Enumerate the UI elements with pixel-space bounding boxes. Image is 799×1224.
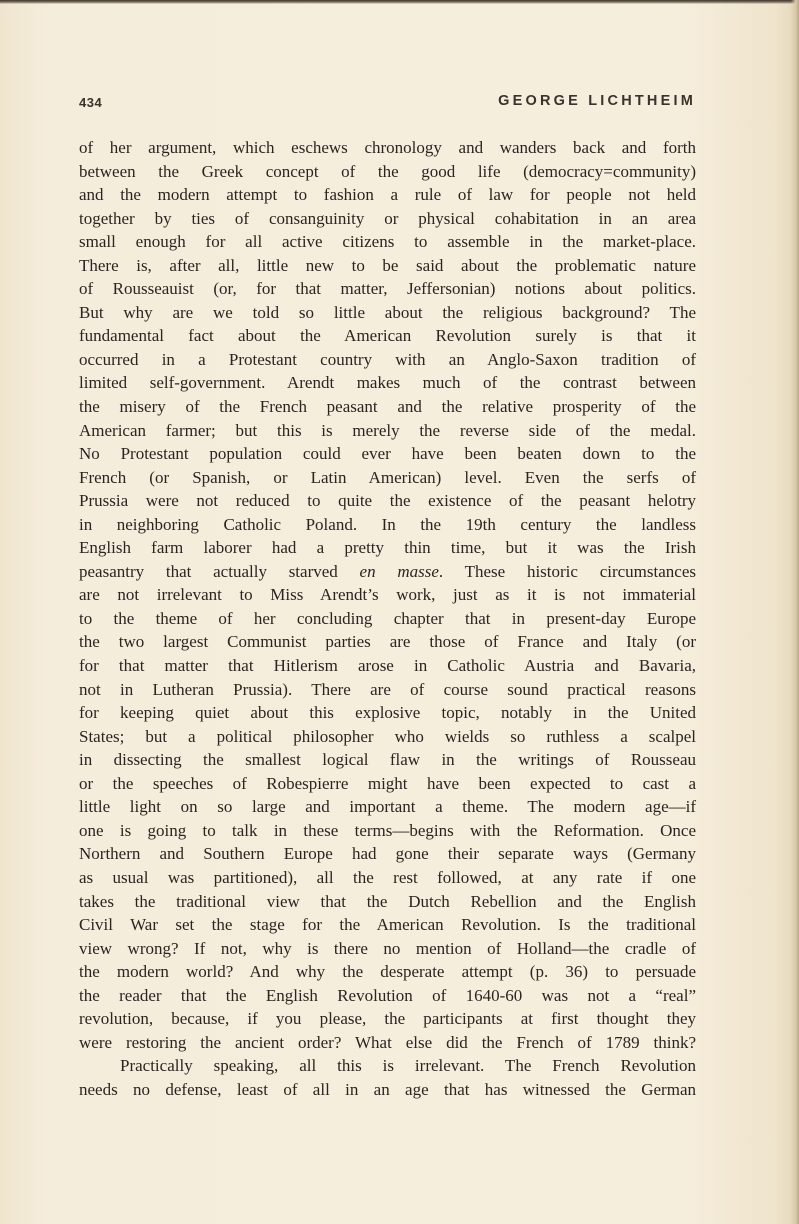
page-header xyxy=(79,93,696,115)
text-line: view wrong? If not, why is there no mention of Holland—the cradle of xyxy=(79,938,696,958)
text-line: or the speeches of Robespierre might have been expected to cast a xyxy=(79,773,696,793)
text-line: of her argument, which eschews chronology and wanders back and forth xyxy=(79,138,696,157)
text-line: one is going to talk in these terms—begins with the Reformation. Once xyxy=(79,820,696,840)
text-line: revolution, because, if you please, the participants at first thought they xyxy=(79,1009,696,1029)
text-line: French (or Spanish, or Latin American) level. Even the serfs of xyxy=(79,467,696,487)
italic-phrase: en masse xyxy=(359,561,439,581)
text-line: of Rousseauist (or, for that matter, Jeffersonian) notions about politics. xyxy=(79,279,696,299)
text-line: No Protestant population could ever have been beaten down to the xyxy=(79,444,696,464)
page-top-edge xyxy=(0,0,799,4)
text-line: occurred in a Protestant country with an Anglo-Saxon tradition of xyxy=(79,349,696,369)
text-line: in dissecting the smallest logical flaw in the writings of Rousseau xyxy=(79,750,696,770)
text-line: the two largest Communist parties are those of France and Italy (or xyxy=(79,632,696,652)
text-line: the reader that the English Revolution of 1640-60 was not a “real” xyxy=(79,985,696,1005)
text-line: between the Greek concept of the good life (democracy=community) xyxy=(79,161,696,181)
text-line: the modern world? And why the desperate attempt (p. 36) to persuade xyxy=(79,962,696,982)
text-line: There is, after all, little new to be said about the problematic nature xyxy=(79,255,696,275)
text-line: to the theme of her concluding chapter that in present-day Europe xyxy=(79,608,696,628)
text-line: Prussia were not reduced to quite the existence of the peasant helotry xyxy=(79,491,696,511)
running-head: GEORGE LICHTHEIM xyxy=(498,93,696,109)
text-line: Northern and Southern Europe had gone their separate ways (Germany xyxy=(79,844,696,864)
text-line: small enough for all active citizens to assemble in the market-place. xyxy=(79,232,696,252)
text-line-with-italic xyxy=(79,560,696,584)
page-number: 434 xyxy=(79,95,103,110)
text-line: for that matter that Hitlerism arose in Catholic Austria and Bavaria, xyxy=(79,656,696,676)
text-line: But why are we told so little about the religious background? The xyxy=(79,302,696,322)
text-line: fundamental fact about the American Revolution surely is that it xyxy=(79,326,696,346)
text-line: and the modern attempt to fashion a rule of law for people not held xyxy=(79,185,696,205)
page-right-edge xyxy=(791,0,799,1224)
text-line: together by ties of consanguinity or physical cohabitation in an area xyxy=(79,208,696,228)
text-segment: peasantry that actually starved xyxy=(79,561,360,581)
text-line: little light on so large and important a theme. The modern age—if xyxy=(79,797,696,817)
text-line: as usual was partitioned), all the rest followed, at any rate if one xyxy=(79,867,696,887)
text-line: Civil War set the stage for the American Revolution. Is the traditional xyxy=(79,915,696,935)
text-line: English farm laborer had a pretty thin time, but it was the Irish xyxy=(79,538,696,558)
text-line: in neighboring Catholic Poland. In the 19th century the landless xyxy=(79,514,696,534)
body-text xyxy=(79,136,696,1101)
text-line: States; but a political philosopher who wields so ruthless a scalpel xyxy=(79,726,696,746)
text-line: limited self-government. Arendt makes much of the contrast between xyxy=(79,373,696,393)
text-line: not in Lutheran Prussia). There are of course sound practical reasons xyxy=(79,679,696,699)
text-line: the misery of the French peasant and the relative prosperity of the xyxy=(79,397,696,417)
text-line: are not irrelevant to Miss Arendt’s work, just as it is not immaterial xyxy=(79,585,696,605)
text-line: were restoring the ancient order? What else did the French of 1789 think? xyxy=(79,1032,696,1052)
text-segment: . These historic circumstances xyxy=(438,561,696,581)
text-line: American farmer; but this is merely the reverse side of the medal. xyxy=(79,420,696,440)
text-line: needs no defense, least of all in an age that has witnessed the German xyxy=(79,1079,696,1099)
text-line-indented: Practically speaking, all this is irrelevant. The French Revolution xyxy=(120,1056,696,1076)
text-line: for keeping quiet about this explosive topic, notably in the United xyxy=(79,703,696,723)
text-line: takes the traditional view that the Dutch Rebellion and the English xyxy=(79,891,696,911)
